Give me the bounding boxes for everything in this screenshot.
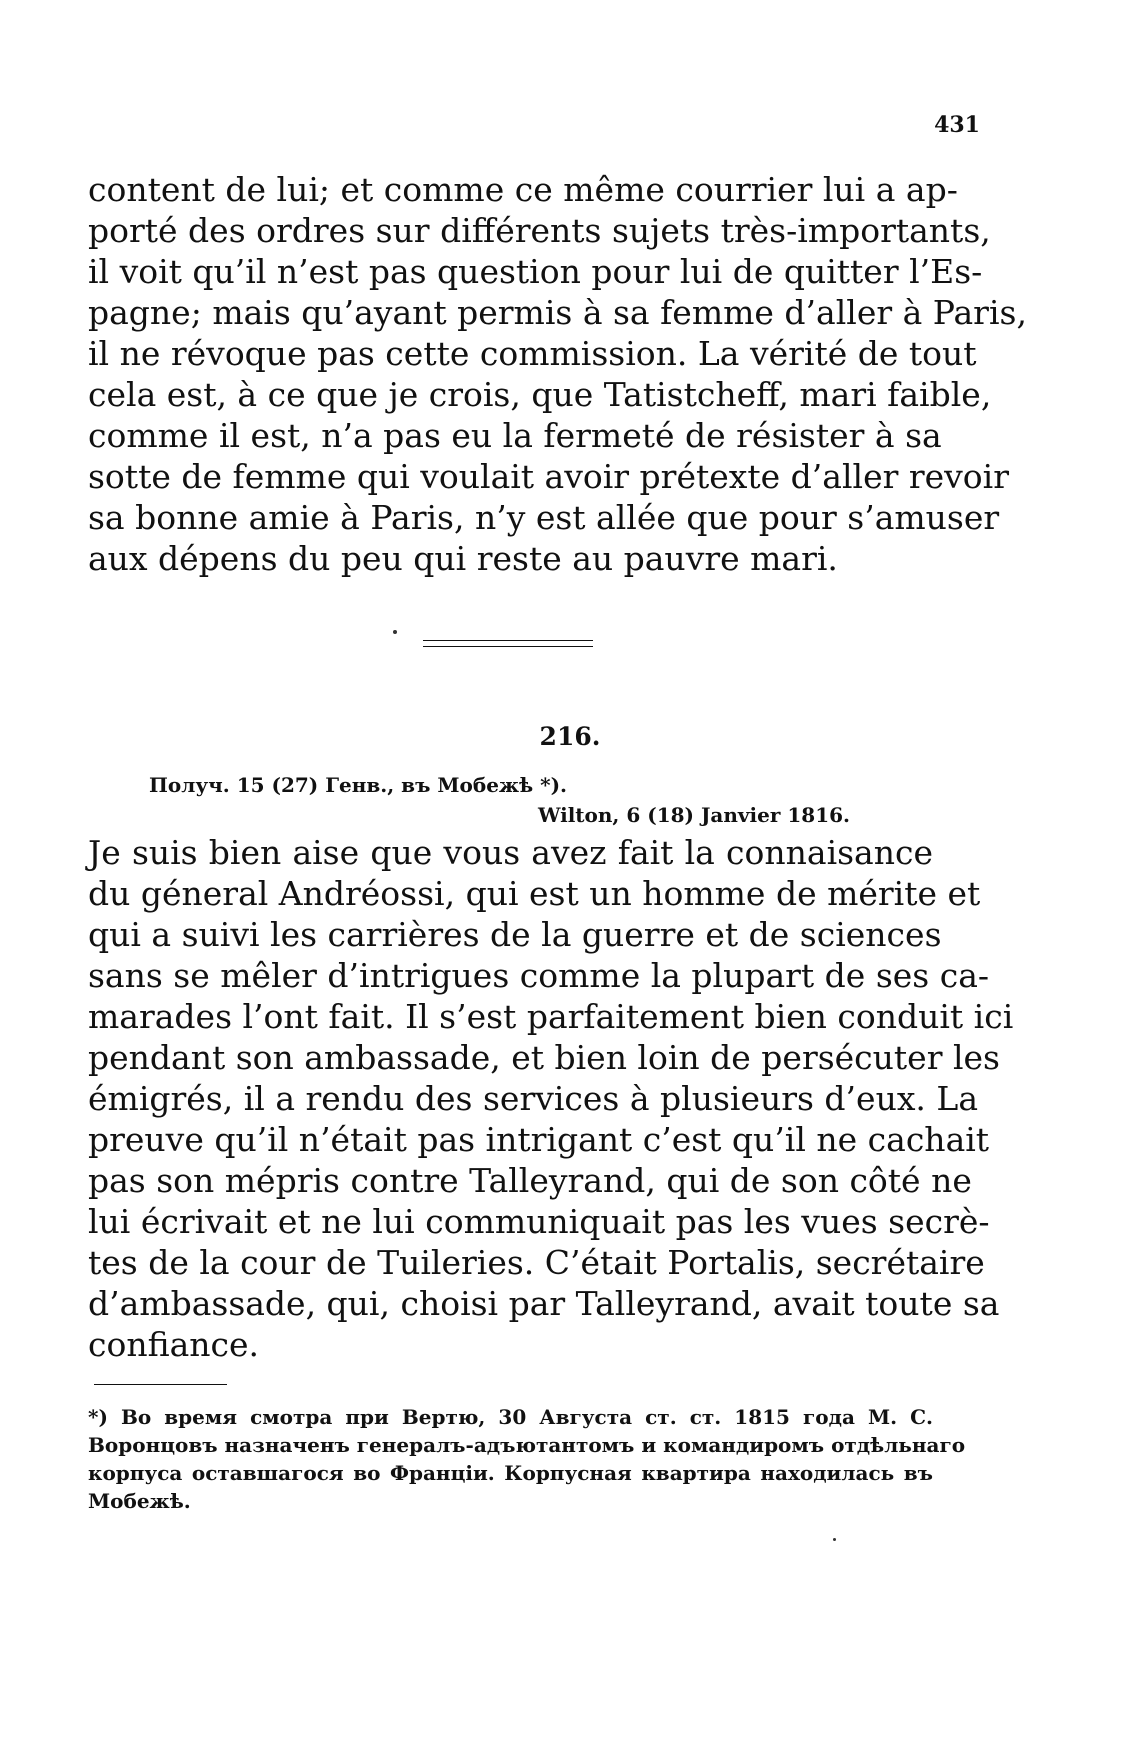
text-line: sans se mêler d’intrigues comme la plupart de ses ca- xyxy=(88,956,990,995)
text-line: tes de la cour de Tuileries. C’était Portalis, secrétaire xyxy=(88,1243,985,1282)
separator-rule xyxy=(423,646,593,647)
footnote-line: Воронцовъ назначенъ генералъ-адъютантомъ и командиромъ отдѣльнаго xyxy=(88,1433,966,1457)
text-line: il voit qu’il n’est pas question pour lui de quitter l’Es- xyxy=(88,252,983,291)
text-line: émigrés, il a rendu des services à plusieurs d’eux. La xyxy=(88,1079,979,1118)
text-line: qui a suivi les carrières de la guerre et de sciences xyxy=(88,915,942,954)
text-line: pagne; mais qu’ayant permis à sa femme d’aller à Paris, xyxy=(88,293,1027,332)
text-line: lui écrivait et ne lui communiquait pas les vues secrè- xyxy=(88,1202,990,1241)
text-line: du géneral Andréossi, qui est un homme de mérite et xyxy=(88,874,981,913)
text-line: sa bonne amie à Paris, n’y est allée que pour s’amuser xyxy=(88,498,1000,537)
text-line: d’ambassade, qui, choisi par Talleyrand, avait toute sa xyxy=(88,1284,1000,1323)
text-line: pas son mépris contre Talleyrand, qui de son côté ne xyxy=(88,1161,972,1200)
text-line: il ne révoque pas cette commission. La vérité de tout xyxy=(88,334,977,373)
received-note: Получ. 15 (27) Генв., въ Мобежѣ *). xyxy=(149,773,568,797)
place-date: Wilton, 6 (18) Janvier 1816. xyxy=(538,803,850,827)
text-line: content de lui; et comme ce même courrier lui a ap- xyxy=(88,170,958,209)
text-line: marades l’ont fait. Il s’est parfaitement bien conduit ici xyxy=(88,997,1014,1036)
text-line: pendant son ambassade, et bien loin de persécuter les xyxy=(88,1038,1000,1077)
text-line: confiance. xyxy=(88,1325,260,1364)
footnote-line: корпуса оставшагося во Франціи. Корпусная квартира находилась въ xyxy=(88,1461,933,1485)
text-line: preuve qu’il n’était pas intrigant c’est qu’il ne cachait xyxy=(88,1120,990,1159)
separator-rule xyxy=(423,640,593,641)
text-line: aux dépens du peu qui reste au pauvre mari. xyxy=(88,539,838,578)
text-line: Je suis bien aise que vous avez fait la connaisance xyxy=(88,833,933,872)
text-line: cela est, à ce que je crois, que Tatistcheff, mari faible, xyxy=(88,375,992,414)
footnote-line: Мобежѣ. xyxy=(88,1489,191,1513)
text-line: comme il est, n’a pas eu la fermeté de résister à sa xyxy=(88,416,942,455)
text-line: porté des ordres sur différents sujets très-importants, xyxy=(88,211,991,250)
page-number: 431 xyxy=(934,112,980,138)
text-line: sotte de femme qui voulait avoir prétexte d’aller revoir xyxy=(88,457,1010,496)
letter-number: 216. xyxy=(539,722,601,751)
footnote-line: *) Во время смотра при Вертю, 30 Августа ст. ст. 1815 года М. С. xyxy=(88,1405,933,1429)
print-speck xyxy=(393,630,397,634)
footnote-rule xyxy=(94,1384,227,1385)
print-speck xyxy=(833,1538,836,1541)
